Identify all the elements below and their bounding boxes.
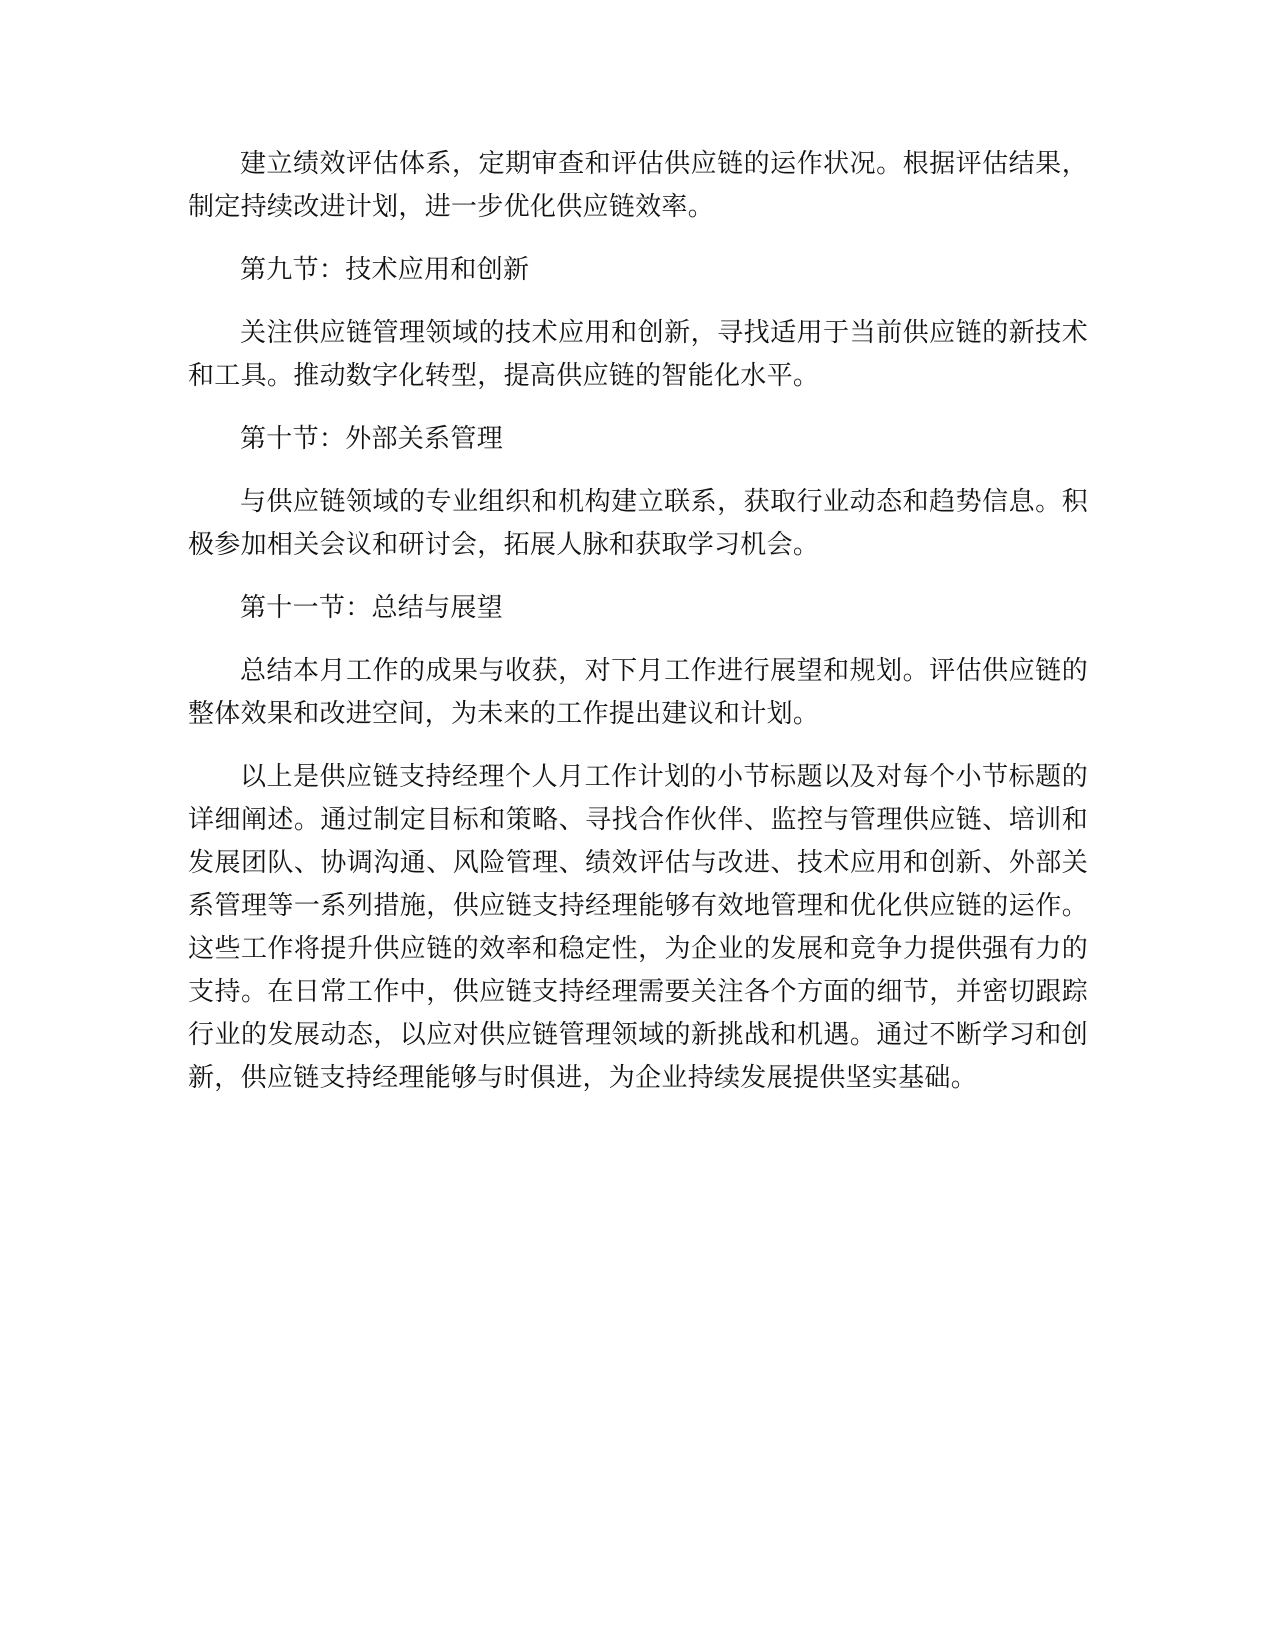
section-heading-11: 第十一节：总结与展望 — [240, 593, 504, 623]
section-heading-9: 第九节：技术应用和创新 — [240, 255, 530, 285]
paragraph-summary-outlook: 总结本月工作的成果与收获，对下月工作进行展望和规划。评估供应链的整体效果和改进空间，为未来的工作提出建议和计划。 — [188, 656, 1088, 729]
section-heading-10: 第十节：外部关系管理 — [240, 424, 504, 454]
paragraph-conclusion: 以上是供应链支持经理个人月工作计划的小节标题以及对每个小节标题的详细阐述。通过制定目标和策略、寻找合作伙伴、监控与管理供应链、培训和发展团队、协调沟通、风险管理、绩效评估与改进、技术应用和创新、外部关系管理等一系列措施，供应链支持经理能够有效地管理和优化供应链的运作。这些工作将提升供应链的效率和稳定性，为企业的发展和竞争力提供强有力的支持。在日常工作中，供应链支持经理需要关注各个方面的细节，并密切跟踪行业的发展动态，以应对供应链管理领域的新挑战和机遇。通过不断学习和创新，供应链支持经理能够与时俱进，为企业持续发展提供坚实基础。 — [188, 762, 1088, 1093]
paragraph-technology-innovation: 关注供应链管理领域的技术应用和创新，寻找适用于当前供应链的新技术和工具。推动数字化转型，提高供应链的智能化水平。 — [188, 318, 1088, 391]
paragraph-external-relations: 与供应链领域的专业组织和机构建立联系，获取行业动态和趋势信息。积极参加相关会议和研讨会，拓展人脉和获取学习机会。 — [188, 487, 1088, 560]
paragraph-performance-evaluation: 建立绩效评估体系，定期审查和评估供应链的运作状况。根据评估结果，制定持续改进计划，进一步优化供应链效率。 — [188, 149, 1088, 222]
document-body — [188, 143, 1088, 1120]
